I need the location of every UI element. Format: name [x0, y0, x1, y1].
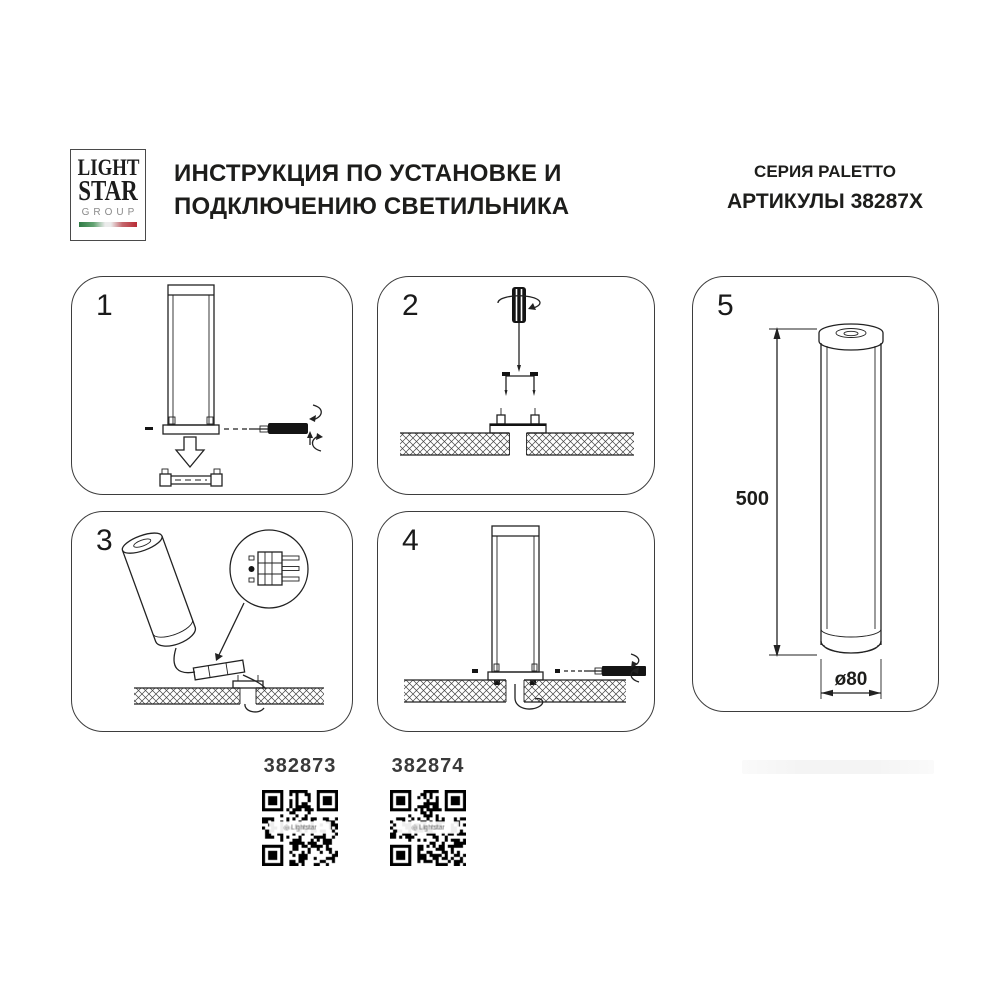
dimension-panel — [692, 276, 939, 712]
page-title-line2: ПОДКЛЮЧЕНИЮ СВЕТИЛЬНИКА — [174, 193, 570, 220]
series-label: СЕРИЯ PALETTO — [754, 162, 896, 181]
ground-section — [400, 432, 634, 456]
callout-circle — [215, 530, 308, 661]
series-info — [698, 162, 952, 213]
logo-word-group: GROUP — [81, 207, 139, 218]
qr-code-382874 — [390, 790, 466, 866]
lightstar-logo — [70, 149, 146, 241]
article-number-1: 382873 — [263, 755, 337, 777]
step-2-drawing — [378, 277, 656, 496]
dimension-drawing — [693, 277, 940, 713]
step-panel-2 — [377, 276, 655, 495]
screwdriver-icon — [564, 654, 646, 682]
qr-code-382873 — [262, 790, 338, 866]
lamp-front-view — [819, 324, 883, 653]
screw-mark — [145, 427, 153, 430]
italian-flag-stripe — [79, 222, 137, 227]
tilted-lamp-drawing — [120, 529, 199, 651]
screwdriver-icon — [498, 287, 540, 372]
height-label: 500 — [735, 488, 769, 510]
step-number-2: 2 — [402, 289, 419, 322]
step-4-drawing — [378, 512, 656, 733]
faint-watermark — [742, 760, 934, 774]
screw-mark-left — [472, 669, 478, 673]
article-number-2: 382874 — [391, 755, 465, 777]
articles-label: АРТИКУЛЫ 38287X — [727, 190, 923, 213]
page-title-line1: ИНСТРУКЦИЯ ПО УСТАНОВКЕ И — [174, 160, 562, 187]
step-number-5: 5 — [717, 289, 734, 322]
step-panel-4 — [377, 511, 655, 732]
page-title — [174, 157, 569, 223]
step-panel-1 — [71, 276, 353, 495]
base-part-drawing — [160, 469, 222, 486]
diameter-dimension — [821, 659, 881, 699]
logo-word-star: STAR — [78, 176, 138, 207]
diameter-label: ø80 — [834, 669, 868, 690]
terminal-block-detail — [249, 552, 300, 585]
step-3-drawing — [72, 512, 354, 733]
lamp-body-drawing — [488, 526, 543, 685]
screw-mark-right — [555, 669, 560, 673]
height-dimension — [736, 327, 817, 657]
down-arrow — [176, 437, 204, 467]
step-number-3: 3 — [96, 524, 113, 557]
step-number-1: 1 — [96, 289, 113, 322]
mounting-plate — [490, 408, 546, 433]
lamp-body-drawing — [163, 285, 219, 434]
step-1-drawing — [72, 277, 354, 496]
step-panel-3 — [71, 511, 353, 732]
ground-section — [134, 687, 324, 705]
step-number-4: 4 — [402, 524, 419, 557]
screwdriver-icon — [224, 405, 323, 451]
logo-word-light: LIGHT — [77, 155, 140, 180]
mounting-bracket-screws — [502, 372, 538, 396]
